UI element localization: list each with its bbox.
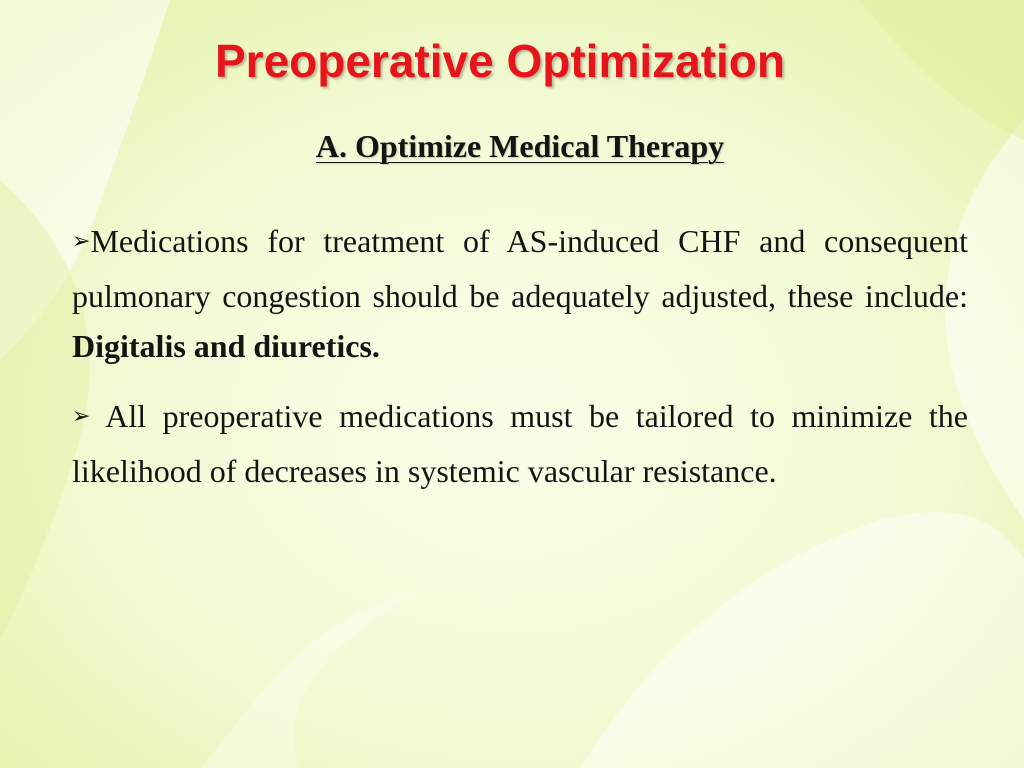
bullet-text: Medications for treatment of AS-induced CHF and consequent pulmonary congestion should be adequately adjusted, these include: xyxy=(72,223,968,314)
arrow-bullet-icon: ➢ xyxy=(72,404,91,429)
slide-subtitle: A. Optimize Medical Therapy xyxy=(315,128,725,164)
bullet-text: All preoperative medications must be tailored to minimize the likelihood of decreases in systemic vascular resistance. xyxy=(72,398,968,489)
bullet-item xyxy=(72,391,968,496)
bullet-list xyxy=(72,216,968,516)
slide-title: Preoperative Optimization xyxy=(214,35,785,87)
bullet-bold-text: Digitalis and diuretics. xyxy=(72,328,380,364)
arrow-bullet-icon: ➢ xyxy=(72,229,91,254)
bullet-item xyxy=(72,216,968,371)
